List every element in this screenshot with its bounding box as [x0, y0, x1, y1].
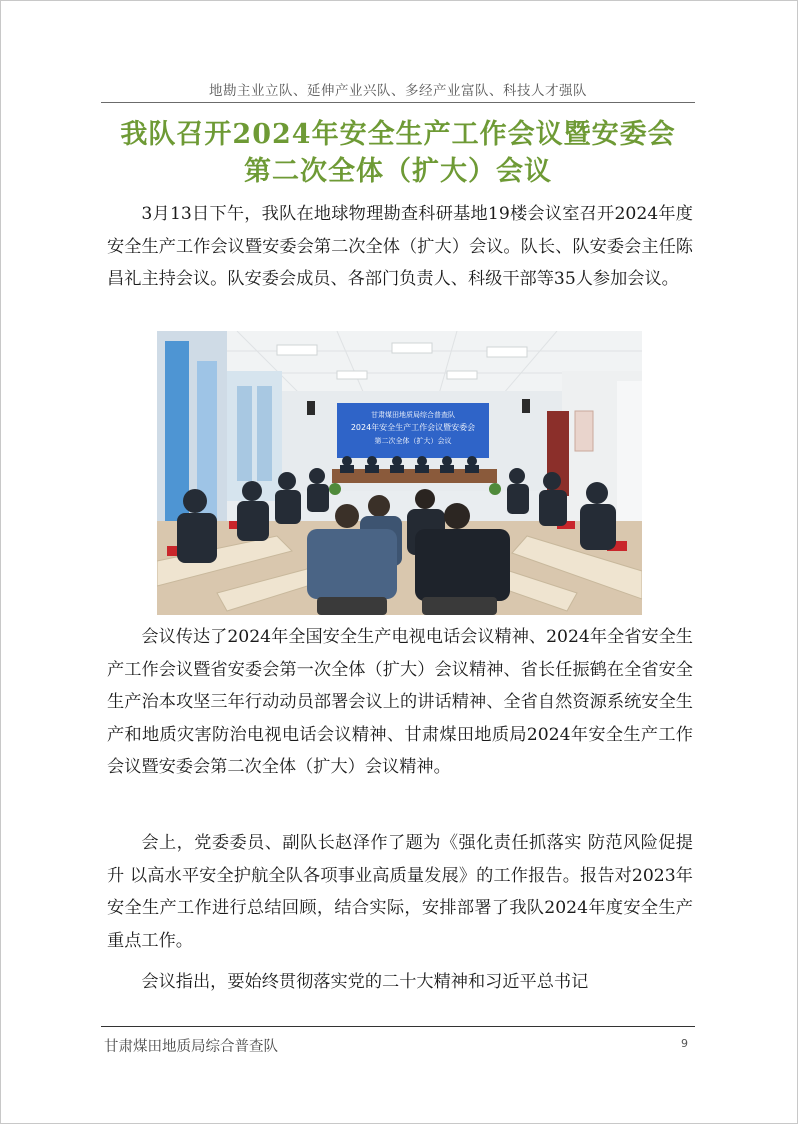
article-title-line1: 我队召开2024年安全生产工作会议暨安委会 [120, 119, 676, 150]
article-title-line2: 第二次全体（扩大）会议 [244, 156, 552, 187]
meeting-photo [157, 331, 642, 615]
paragraph-1: 3月13日下午，我队在地球物理勘查科研基地19楼会议室召开2024年度安全生产工作会议暨安委会第二次全体（扩大）会议。队长、队安委会主任陈昌礼主持会议。队安委会成员、各部门负责人、科级干部等35人参加会议。 [107, 204, 693, 289]
paragraph-2: 会议传达了2024年全国安全生产电视电话会议精神、2024年全省安全生产工作会议暨省安委会第一次全体（扩大）会议精神、省长任振鹤在全省安全生产治本攻坚三年行动动员部署会议上的讲话精神、全省自然资源系统安全生产和地质灾害防治电视电话会议精神、甘肃煤田地质局2024年安全生产工作会议暨安委会第二次全体（扩大）会议精神。 [107, 627, 693, 777]
meeting-photo-illustration [157, 331, 642, 615]
screen-text-line1: 甘肃煤田地质局综合普查队 [371, 411, 455, 419]
header-divider [101, 102, 695, 103]
footer-org-name: 甘肃煤田地质局综合普查队 [104, 1039, 278, 1055]
screen-text-line3: 第二次全体（扩大）会议 [374, 437, 452, 445]
footer-divider [101, 1026, 695, 1027]
header-slogan: 地勘主业立队、延伸产业兴队、多经产业富队、科技人才强队 [209, 83, 587, 99]
paragraph-3: 会上，党委委员、副队长赵泽作了题为《强化责任抓落实 防范风险促提升 以高水平安全护航全队各项事业高质量发展》的工作报告。报告对2023年安全生产工作进行总结回顾，结合实际，安排部署了我队2024年度安全生产重点工作。 [107, 833, 693, 951]
page-number: 9 [681, 1037, 688, 1050]
paragraph-4: 会议指出，要始终贯彻落实党的二十大精神和习近平总书记 [141, 972, 589, 992]
screen-text-line2: 2024年安全生产工作会议暨安委会 [350, 423, 476, 432]
